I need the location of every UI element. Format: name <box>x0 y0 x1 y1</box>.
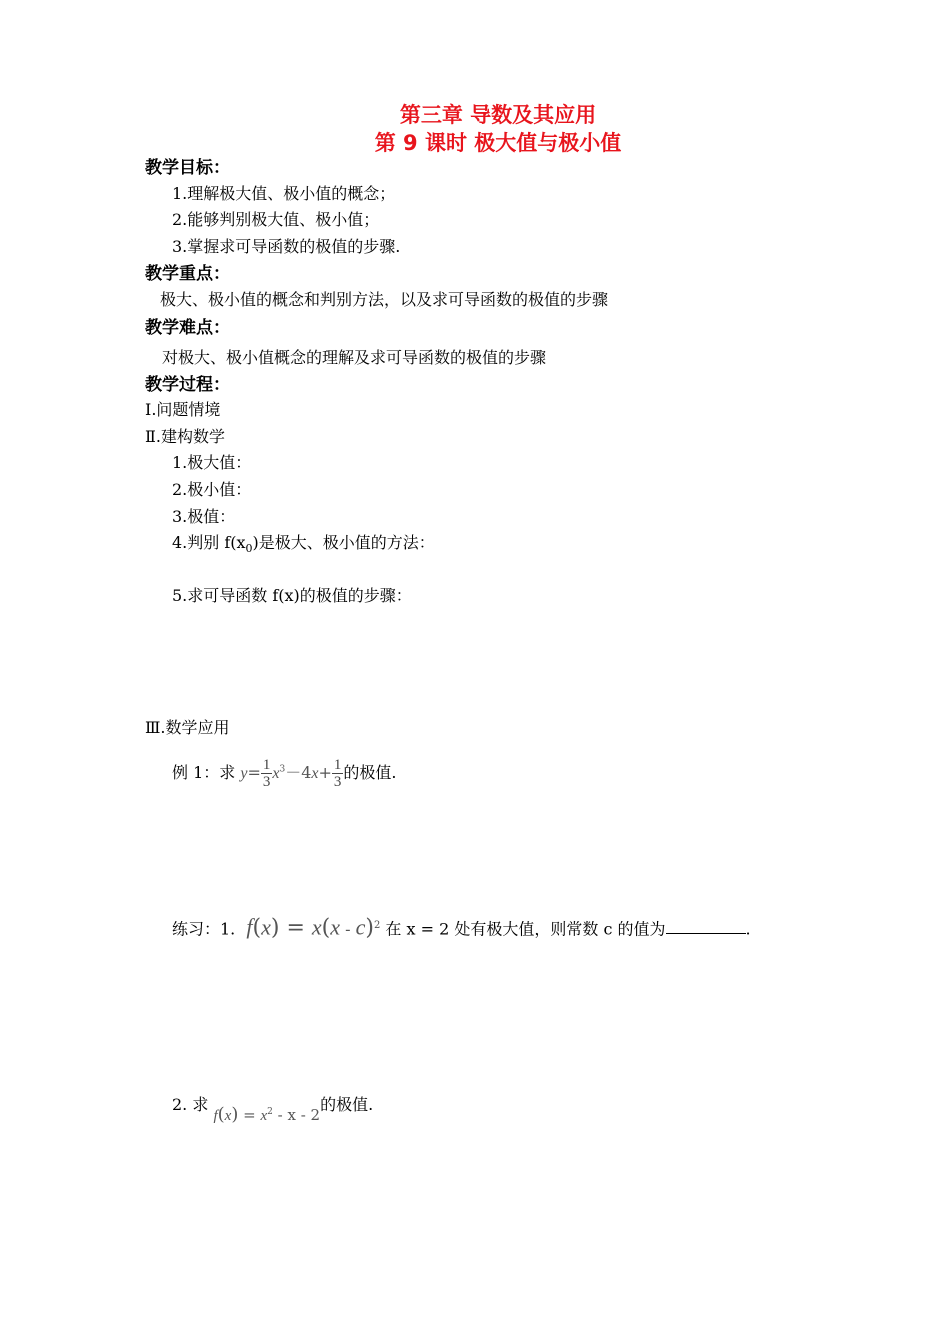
exercise-2-rp: ) <box>231 1104 239 1125</box>
construct-item-min: 2.极小值： <box>172 480 252 499</box>
section-math-application: Ⅲ.数学应用 <box>145 718 230 737</box>
exercise-2-rest: - x - 2 <box>272 1106 321 1124</box>
exercise-2-sq: 2 <box>267 1107 273 1117</box>
objective-item-1: 1.理解极大值、极小值的概念； <box>172 184 396 203</box>
example-1-plus: + <box>318 763 332 782</box>
exercise-1-f: f <box>246 914 253 940</box>
section-problem-situation: Ⅰ.问题情境 <box>145 400 221 419</box>
construct-item-steps: 5.求可导函数 f(x)的极值的步骤： <box>172 586 412 605</box>
exercise-1-label: 练习：1. <box>172 919 236 939</box>
exercise-2-f: f <box>213 1108 218 1124</box>
exercise-1 <box>172 910 751 945</box>
exercise-1-minus: - <box>340 919 356 939</box>
section-construct-math: Ⅱ.建构数学 <box>145 427 225 446</box>
exercise-1-x2: x <box>311 914 322 940</box>
construct-item-max: 1.极大值： <box>172 453 252 472</box>
exercise-2-x2: x <box>260 1108 268 1124</box>
exercise-2-eq: = <box>238 1106 261 1124</box>
construct-item-extremum: 3.极值： <box>172 507 236 526</box>
exercise-1-sq: 2 <box>373 920 381 931</box>
exercise-1-period: . <box>745 919 751 939</box>
example-1-minus4: －4 <box>285 763 312 782</box>
example-1-x2: x <box>311 765 319 782</box>
difficulties-text: 对极大、极小值概念的理解及求可导函数的极值的步骤 <box>162 348 547 367</box>
judge-text-post: )是极大、极小值的方法： <box>252 533 435 552</box>
example-1-exp: 3 <box>279 764 286 775</box>
exercise-1-text: 在 x = 2 处有极大值，则常数 c 的值为 <box>385 919 666 939</box>
lesson-title: 第 9 课时 极大值与极小值 <box>374 131 622 155</box>
example-1-y: y <box>240 765 248 782</box>
example-1-label: 例 1：求 <box>172 763 241 782</box>
example-1-x: x <box>272 765 280 782</box>
judge-text-pre: 4.判别 f(x <box>172 533 246 552</box>
exercise-1-lp2: ( <box>321 915 331 941</box>
example-1-fraction-a <box>261 757 273 790</box>
exercise-2-x: x <box>224 1108 232 1124</box>
exercise-1-rp: ) <box>270 915 280 941</box>
example-1-suffix: 的极值. <box>343 763 397 782</box>
construct-item-judge <box>172 533 435 559</box>
objectives-heading: 教学目标： <box>145 158 230 178</box>
example-1-fraction-b <box>332 757 344 790</box>
process-heading: 教学过程： <box>145 375 230 395</box>
example-1-eq: = <box>247 763 261 782</box>
objective-item-3: 3.掌握求可导函数的极值的步骤. <box>172 237 401 256</box>
exercise-2-lp: ( <box>217 1104 225 1125</box>
key-points-text: 极大、极小值的概念和判别方法，以及求可导函数的极值的步骤 <box>160 290 609 309</box>
exercise-2-formula <box>213 1102 320 1126</box>
exercise-2 <box>172 1092 374 1125</box>
judge-subscript: 0 <box>245 542 253 556</box>
chapter-title: 第三章 导数及其应用 <box>399 103 597 127</box>
example-1 <box>172 757 397 790</box>
difficulties-heading: 教学难点： <box>145 318 230 338</box>
exercise-1-c: c <box>355 914 366 940</box>
fraction-b-num: 1 <box>333 757 342 773</box>
answer-blank <box>666 919 746 934</box>
fraction-b-den: 3 <box>333 774 342 790</box>
exercise-1-lp: ( <box>252 915 262 941</box>
key-points-heading: 教学重点： <box>145 264 230 284</box>
exercise-1-eq: = <box>279 915 312 941</box>
exercise-2-label: 2. 求 <box>172 1095 209 1114</box>
objective-item-2: 2.能够判别极大值、极小值； <box>172 210 380 229</box>
exercise-1-x: x <box>261 914 271 940</box>
exercise-1-rp2: ) <box>365 915 374 941</box>
fraction-a-num: 1 <box>262 757 271 773</box>
exercise-2-suffix: 的极值. <box>320 1095 374 1114</box>
fraction-a-den: 3 <box>262 774 271 790</box>
exercise-1-x3: x <box>330 914 340 940</box>
